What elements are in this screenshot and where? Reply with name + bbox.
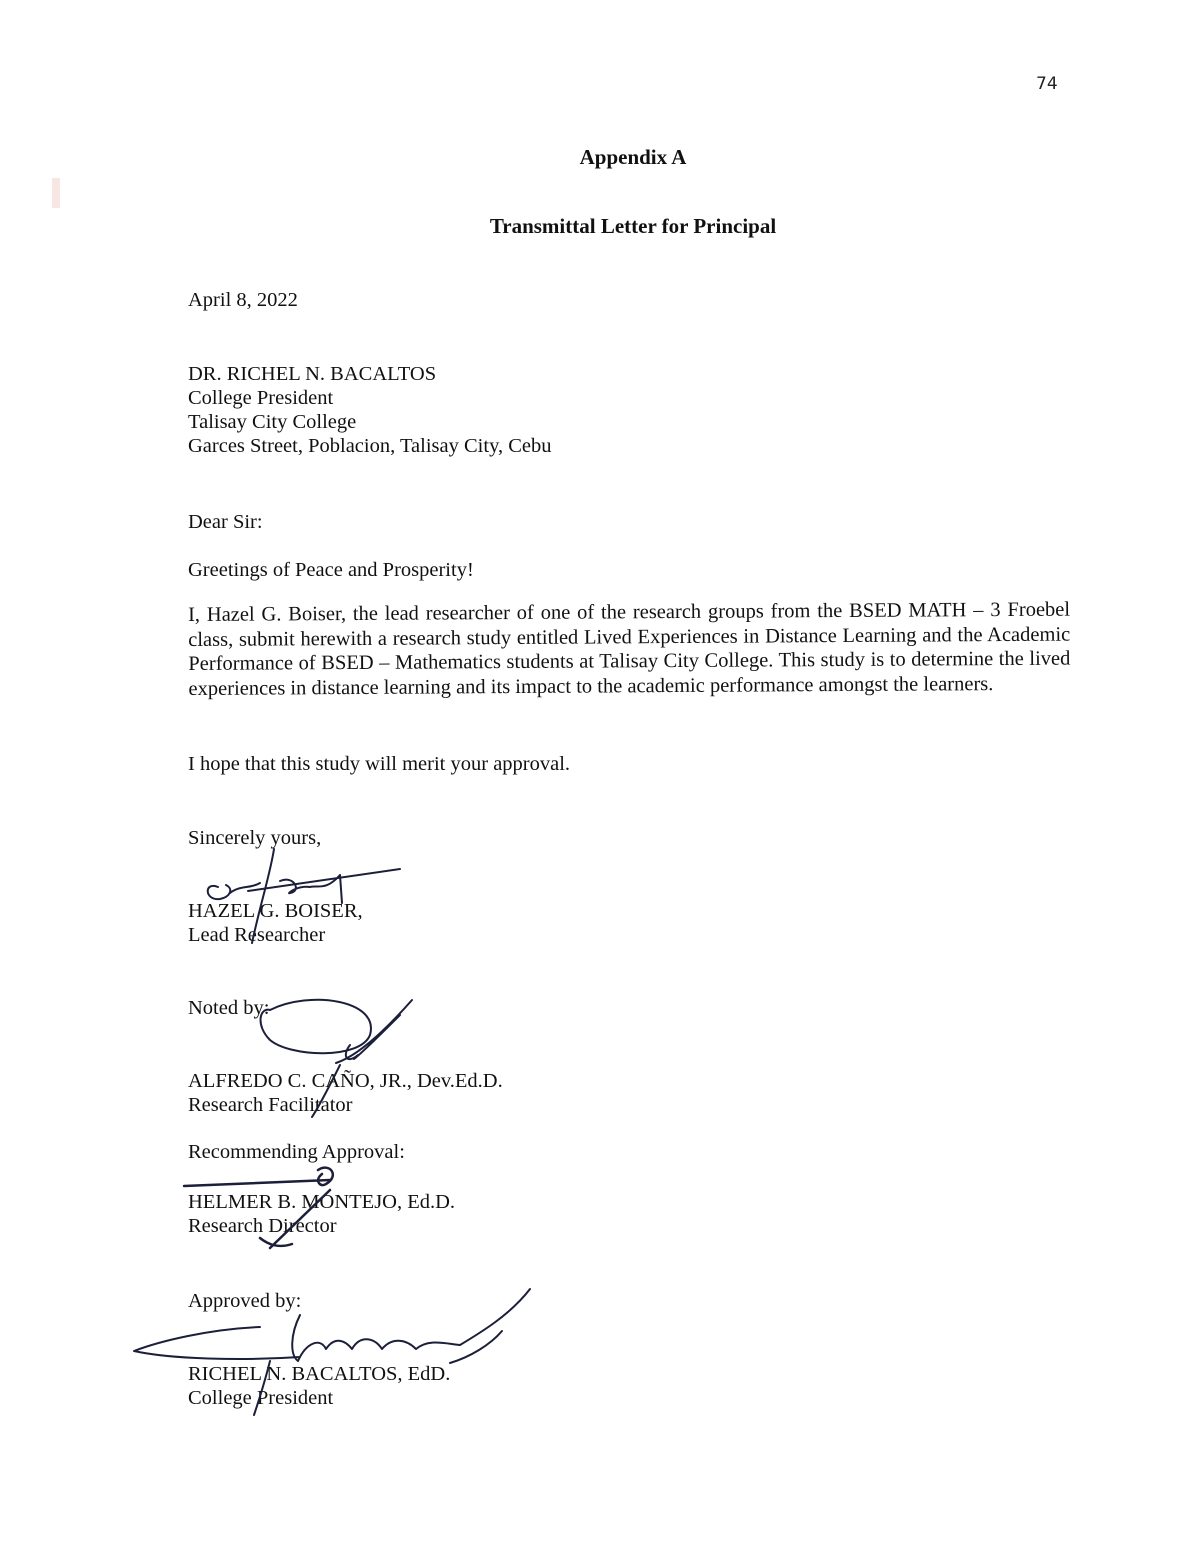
recipient-block xyxy=(188,362,552,458)
page-number: 74 xyxy=(1036,74,1058,94)
signature-college-president xyxy=(130,1285,540,1420)
signature-lead-researcher xyxy=(190,845,420,955)
closing-paragraph: I hope that this study will merit your approval. xyxy=(188,753,571,775)
signatory-name: HAZEL G. BOISER, xyxy=(188,900,363,922)
scan-artifact xyxy=(52,178,60,208)
signatory-name: ALFREDO C. CAÑO, JR., Dev.Ed.D. xyxy=(188,1070,503,1092)
signatory-title: College President xyxy=(188,1387,334,1409)
recommending-approval-label: Recommending Approval: xyxy=(188,1141,405,1163)
signatory-title: Research Director xyxy=(188,1215,337,1237)
signatory-name: HELMER B. MONTEJO, Ed.D. xyxy=(188,1191,456,1213)
signature-research-director xyxy=(180,1160,360,1255)
approved-by-label: Approved by: xyxy=(188,1290,302,1312)
recipient-institution: Talisay City College xyxy=(188,411,357,433)
letter-title: Transmittal Letter for Principal xyxy=(489,214,777,238)
recipient-address: Garces Street, Poblacion, Talisay City, Cebu xyxy=(188,435,552,457)
recipient-name: DR. RICHEL N. BACALTOS xyxy=(188,363,437,385)
noted-by-label: Noted by: xyxy=(188,997,270,1019)
recipient-position: College President xyxy=(188,387,334,409)
greeting: Greetings of Peace and Prosperity! xyxy=(188,559,474,581)
appendix-title: Appendix A xyxy=(579,145,687,169)
signatory-title: Research Facilitator xyxy=(188,1094,353,1116)
body-paragraph: I, Hazel G. Boiser, the lead researcher of one of the research groups from the BSED MATH – 3 Froebel class, submit herewith a research study entitled Lived Experiences in Distance Learning and the Academic Performance of BSED – Mathematics students at Talisay City College. This study is to determine the lived experiences in distance learning and its impact to the academic performance amongst the learners. xyxy=(188,598,1071,700)
closing: Sincerely yours, xyxy=(188,827,322,849)
signatory-name: RICHEL N. BACALTOS, EdD. xyxy=(188,1363,451,1385)
salutation: Dear Sir: xyxy=(188,511,263,533)
signature-research-facilitator xyxy=(250,995,430,1125)
letter-date: April 8, 2022 xyxy=(188,289,298,311)
signatory-title: Lead Researcher xyxy=(188,924,326,946)
